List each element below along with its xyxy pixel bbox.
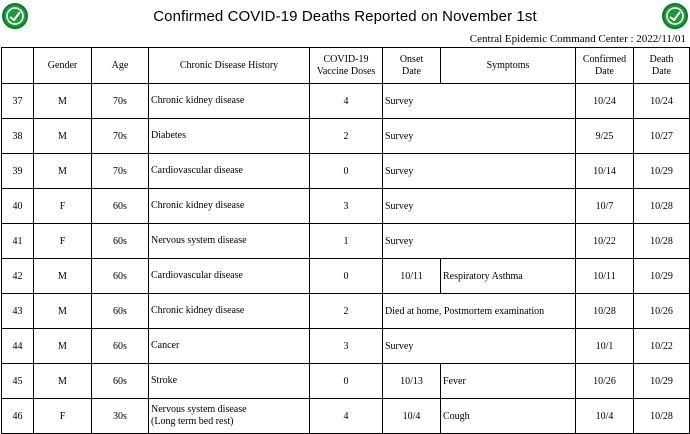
cell-history: Cardiovascular disease <box>149 259 310 294</box>
cell-history: Chronic kidney disease <box>149 189 310 224</box>
table-row <box>2 364 690 399</box>
cell-history: Diabetes <box>149 119 310 154</box>
col-onset-header: Onset Date <box>383 48 441 84</box>
cell-gender: M <box>34 154 92 189</box>
cell-number: 41 <box>2 224 34 259</box>
cell-doses: 0 <box>310 364 383 399</box>
cell-death: 10/28 <box>634 399 690 434</box>
cell-number: 39 <box>2 154 34 189</box>
cell-age: 60s <box>92 364 149 399</box>
table-row <box>2 224 690 259</box>
cell-age: 60s <box>92 329 149 364</box>
cell-confirmed: 10/22 <box>576 224 634 259</box>
table-header-row <box>2 48 690 84</box>
cell-gender: M <box>34 119 92 154</box>
cell-doses: 2 <box>310 119 383 154</box>
cell-age: 70s <box>92 84 149 119</box>
cell-gender: F <box>34 189 92 224</box>
cell-death: 10/22 <box>634 329 690 364</box>
col-number-header <box>2 48 34 84</box>
cell-age: 60s <box>92 259 149 294</box>
cell-death: 10/29 <box>634 259 690 294</box>
cell-gender: F <box>34 224 92 259</box>
cell-onset: 10/4 <box>383 399 441 434</box>
col-gender-header: Gender <box>34 48 92 84</box>
cell-age: 60s <box>92 189 149 224</box>
table-row <box>2 294 690 329</box>
cell-death: 10/28 <box>634 189 690 224</box>
cell-age: 70s <box>92 119 149 154</box>
cell-gender: M <box>34 329 92 364</box>
cell-history: Stroke <box>149 364 310 399</box>
cell-death: 10/27 <box>634 119 690 154</box>
cell-symptoms: Survey <box>383 329 576 364</box>
cell-confirmed: 10/28 <box>576 294 634 329</box>
cell-confirmed: 10/26 <box>576 364 634 399</box>
cell-gender: M <box>34 259 92 294</box>
deaths-table <box>1 47 690 434</box>
cell-confirmed: 10/7 <box>576 189 634 224</box>
cell-symptoms: Survey <box>383 154 576 189</box>
cell-doses: 3 <box>310 189 383 224</box>
cell-confirmed: 10/14 <box>576 154 634 189</box>
cell-symptoms: Survey <box>383 84 576 119</box>
cell-history: Chronic kidney disease <box>149 84 310 119</box>
cell-doses: 3 <box>310 329 383 364</box>
cell-gender: F <box>34 399 92 434</box>
table-row <box>2 399 690 434</box>
cell-number: 42 <box>2 259 34 294</box>
cell-doses: 2 <box>310 294 383 329</box>
source-caption: Central Epidemic Command Center : 2022/11/01 <box>469 33 686 45</box>
cell-doses: 0 <box>310 259 383 294</box>
cell-history: Nervous system disease <box>149 224 310 259</box>
cell-history: Cancer <box>149 329 310 364</box>
cell-age: 70s <box>92 154 149 189</box>
table-row <box>2 119 690 154</box>
cell-number: 37 <box>2 84 34 119</box>
cell-confirmed: 10/4 <box>576 399 634 434</box>
cell-gender: M <box>34 294 92 329</box>
cell-history: Cardiovascular disease <box>149 154 310 189</box>
cell-symptoms: Cough <box>441 399 576 434</box>
cell-death: 10/28 <box>634 224 690 259</box>
cell-symptoms: Respiratory Asthma <box>441 259 576 294</box>
cell-number: 44 <box>2 329 34 364</box>
cell-confirmed: 10/24 <box>576 84 634 119</box>
cell-confirmed: 9/25 <box>576 119 634 154</box>
col-age-header: Age <box>92 48 149 84</box>
col-doses-header: COVID-19 Vaccine Doses <box>310 48 383 84</box>
cell-doses: 1 <box>310 224 383 259</box>
table-row <box>2 154 690 189</box>
cell-number: 45 <box>2 364 34 399</box>
cell-confirmed: 10/11 <box>576 259 634 294</box>
cell-number: 43 <box>2 294 34 329</box>
cell-age: 30s <box>92 399 149 434</box>
table-row <box>2 189 690 224</box>
cell-history: Nervous system disease (Long term bed rest) <box>149 399 310 434</box>
cell-death: 10/29 <box>634 154 690 189</box>
table-row <box>2 259 690 294</box>
cell-number: 46 <box>2 399 34 434</box>
page-title: Confirmed COVID-19 Deaths Reported on November 1st <box>153 8 537 25</box>
cell-gender: M <box>34 84 92 119</box>
table-row <box>2 84 690 119</box>
cell-symptoms: Survey <box>383 119 576 154</box>
table-row <box>2 329 690 364</box>
col-symptoms-header: Symptoms <box>441 48 576 84</box>
cell-death: 10/24 <box>634 84 690 119</box>
cell-doses: 4 <box>310 399 383 434</box>
cell-confirmed: 10/1 <box>576 329 634 364</box>
cell-gender: M <box>34 364 92 399</box>
cell-onset: 10/11 <box>383 259 441 294</box>
cell-death: 10/29 <box>634 364 690 399</box>
cell-history: Chronic kidney disease <box>149 294 310 329</box>
cell-number: 40 <box>2 189 34 224</box>
col-history-header: Chronic Disease History <box>149 48 310 84</box>
cell-number: 38 <box>2 119 34 154</box>
cell-symptoms: Survey <box>383 224 576 259</box>
cell-age: 60s <box>92 294 149 329</box>
col-death-header: Death Date <box>634 48 690 84</box>
cell-doses: 4 <box>310 84 383 119</box>
col-confirmed-header: Confirmed Date <box>576 48 634 84</box>
cell-doses: 0 <box>310 154 383 189</box>
cell-symptoms: Fever <box>441 364 576 399</box>
cell-symptoms: Died at home, Postmortem examination <box>383 294 576 329</box>
cell-onset: 10/13 <box>383 364 441 399</box>
cell-death: 10/26 <box>634 294 690 329</box>
cell-age: 60s <box>92 224 149 259</box>
cell-symptoms: Survey <box>383 189 576 224</box>
